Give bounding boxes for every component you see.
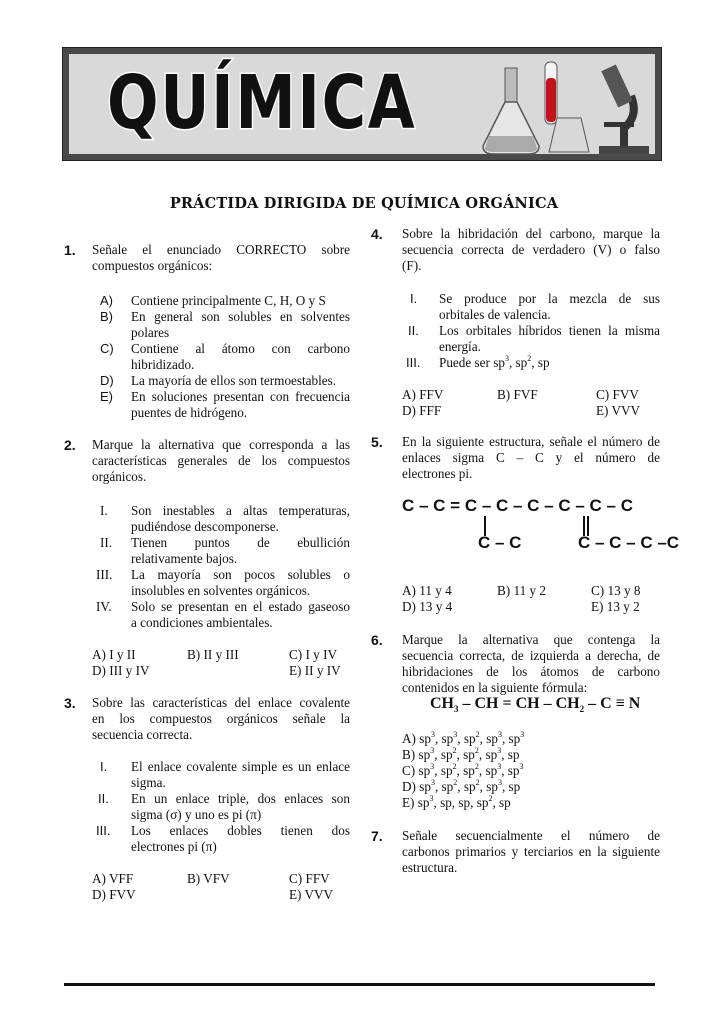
question-text: secuencia correcta.	[92, 727, 193, 742]
question-number: 5.	[371, 434, 383, 450]
banner-panel	[69, 54, 655, 154]
item-text: Se produce por la mezcla de sus	[439, 291, 660, 306]
item-text: En un enlace triple, dos enlaces son	[131, 791, 350, 806]
question-text: Señale secuencialmente el número de	[402, 828, 660, 843]
option-label: D)	[100, 373, 114, 388]
answer-option: E) II y IV	[289, 663, 341, 678]
answer-option: D) FVV	[92, 887, 136, 902]
item-text: relativamente bajos.	[131, 551, 238, 566]
answer-option: A) VFF	[92, 871, 134, 886]
question-text: hibridaciones de los átomos de carbono	[402, 664, 660, 679]
item-label: I.	[410, 291, 418, 306]
page-heading: PRÁCTIDA DIRIGIDA DE QUÍMICA ORGÁNICA	[169, 195, 559, 212]
answer-option: D) 13 y 4	[402, 599, 453, 614]
question-text: características generales de los compuestos	[92, 453, 350, 468]
answer-option: B) FVF	[497, 387, 538, 402]
item-label: IV.	[96, 599, 112, 614]
microscope-icon	[599, 64, 649, 154]
item-text: sigma (σ) y uno es pi (π)	[131, 807, 262, 822]
answer-option: C) FFV	[289, 871, 330, 886]
question-number: 4.	[371, 226, 383, 242]
item-text: El enlace covalente simple es un enlace	[131, 759, 350, 774]
question-text: estructura.	[402, 860, 458, 875]
lab-equipment-illustration	[449, 56, 659, 160]
option-label: A)	[100, 293, 113, 308]
question-text: secuencia correcta, de izquierda a derecha, de	[402, 648, 660, 663]
item-text: insolubles en solventes orgánicos.	[131, 583, 311, 598]
option-text: Contiene principalmente C, H, O y S	[131, 293, 326, 308]
answer-option: D) FFF	[402, 403, 442, 418]
question-number: 2.	[64, 437, 76, 453]
question-text: compuestos orgánicos:	[92, 258, 213, 273]
question-text: electrones pi.	[402, 466, 473, 481]
question-text: Marque la alternativa que contenga la	[402, 632, 660, 647]
answer-option: E) 13 y 2	[591, 599, 640, 614]
footer-rule	[64, 983, 655, 986]
title-banner	[62, 47, 662, 161]
answer-option: D) $sp^3$, $sp^2$, $sp^2$, $sp^3$, sp	[402, 778, 521, 794]
flask-icon	[483, 68, 539, 154]
question-text: carbonos primarios y terciarios en la siguiente	[402, 844, 660, 859]
item-text: Son inestables a altas temperaturas,	[131, 503, 350, 518]
answer-option: E) $sp^3$, sp, sp, $sp^2$, sp	[402, 794, 511, 810]
answer-option: D) III y IV	[92, 663, 150, 678]
question-text: Señale el enunciado CORRECTO sobre	[92, 242, 350, 257]
question-number: 1.	[64, 242, 76, 258]
item-label: II.	[98, 791, 109, 806]
question-text: orgánicos.	[92, 469, 147, 484]
item-label: I.	[100, 759, 108, 774]
option-label: E)	[100, 389, 113, 404]
item-text: electrones pi (π)	[131, 839, 217, 854]
item-label: III.	[406, 355, 421, 370]
item-text: pudiéndose descomponerse.	[131, 519, 279, 534]
item-text: Los enlaces dobles tienen dos	[131, 823, 350, 838]
option-label: B)	[100, 309, 113, 324]
question-text: Sobre la hibridación del carbono, marque la	[402, 226, 660, 241]
item-label: II.	[100, 535, 113, 550]
question-text: contenidos en la siguiente fórmula:	[402, 680, 588, 695]
item-text: energía.	[439, 339, 481, 354]
option-text: polares	[131, 325, 170, 340]
structure-branch: C – C	[478, 533, 522, 552]
item-label: III.	[96, 823, 111, 838]
item-text: Los orbitales híbridos tienen la misma	[439, 323, 660, 338]
test-tube-icon	[545, 62, 557, 124]
question-text: Sobre las características del enlace covalente	[92, 695, 350, 710]
question-number: 7.	[371, 828, 383, 844]
item-text: Puede ser $sp^3$, $sp^2$, sp	[439, 354, 550, 370]
question-number: 6.	[371, 632, 383, 648]
answer-option: B) VFV	[187, 871, 230, 886]
banner-title: QUÍMICA	[107, 60, 417, 146]
question-text: secuencia correcta de verdadero (V) o falso	[402, 242, 660, 257]
answer-option: C) I y IV	[289, 647, 337, 662]
answer-option: C) $sp^3$, $sp^2$, $sp^2$, $sp^3$, $sp^3$	[402, 762, 524, 778]
item-text: Solo se presentan en el estado gaseoso	[131, 599, 350, 614]
item-text: sigma.	[131, 775, 166, 790]
chemical-formula: $CH_3$ – CH = CH – $CH_2 - C \equiv N$	[430, 695, 641, 715]
question-text: enlaces sigma C – C y el número de	[402, 450, 660, 465]
answer-option: B) II y III	[187, 647, 239, 662]
item-text: a condiciones ambientales.	[131, 615, 273, 630]
answer-option: A) FFV	[402, 387, 444, 402]
option-text: En soluciones presentan con frecuencia	[131, 389, 350, 404]
question-text: (F).	[402, 258, 422, 273]
answer-option: C) FVV	[596, 387, 639, 402]
option-text: hibridizado.	[131, 357, 195, 372]
option-label: C)	[100, 341, 114, 356]
item-label: II.	[408, 323, 419, 338]
answer-option: E) VVV	[596, 403, 641, 418]
question-text: En la siguiente estructura, señale el número de	[402, 434, 660, 449]
answer-option: B) 11 y 2	[497, 583, 546, 598]
item-text: Tienen puntos de ebullición	[131, 535, 350, 550]
answer-option: A) 11 y 4	[402, 583, 452, 598]
option-text: En general son solubles en solventes	[131, 309, 350, 324]
item-label: III.	[96, 567, 113, 582]
structure-branch: C – C – C –C	[578, 533, 680, 552]
answer-option: E) VVV	[289, 887, 334, 902]
option-text: Contiene al átomo con carbono	[131, 341, 350, 356]
answer-option: A) $sp^3$, $sp^3$, $sp^2$, $sp^3$, $sp^3$	[402, 730, 525, 746]
item-text: La mayoría son pocos solubles o	[131, 567, 350, 582]
option-text: La mayoría de ellos son termoestables.	[131, 373, 337, 388]
item-text: orbitales de valencia.	[439, 307, 551, 322]
question-text: Marque la alternativa que corresponda a las	[92, 437, 350, 452]
answer-option: B) $sp^3$, $sp^2$, $sp^2$, $sp^3$, sp	[402, 746, 520, 762]
structure-main-chain: C – C = C – C – C – C – C – C	[402, 496, 633, 515]
question-text: en los compuestos orgánicos señale la	[92, 711, 350, 726]
question-number: 3.	[64, 695, 76, 711]
answer-option: A) I y II	[92, 647, 136, 662]
answer-option: C) 13 y 8	[591, 583, 641, 598]
option-text: puentes de hidrógeno.	[131, 405, 248, 420]
item-label: I.	[100, 503, 108, 518]
